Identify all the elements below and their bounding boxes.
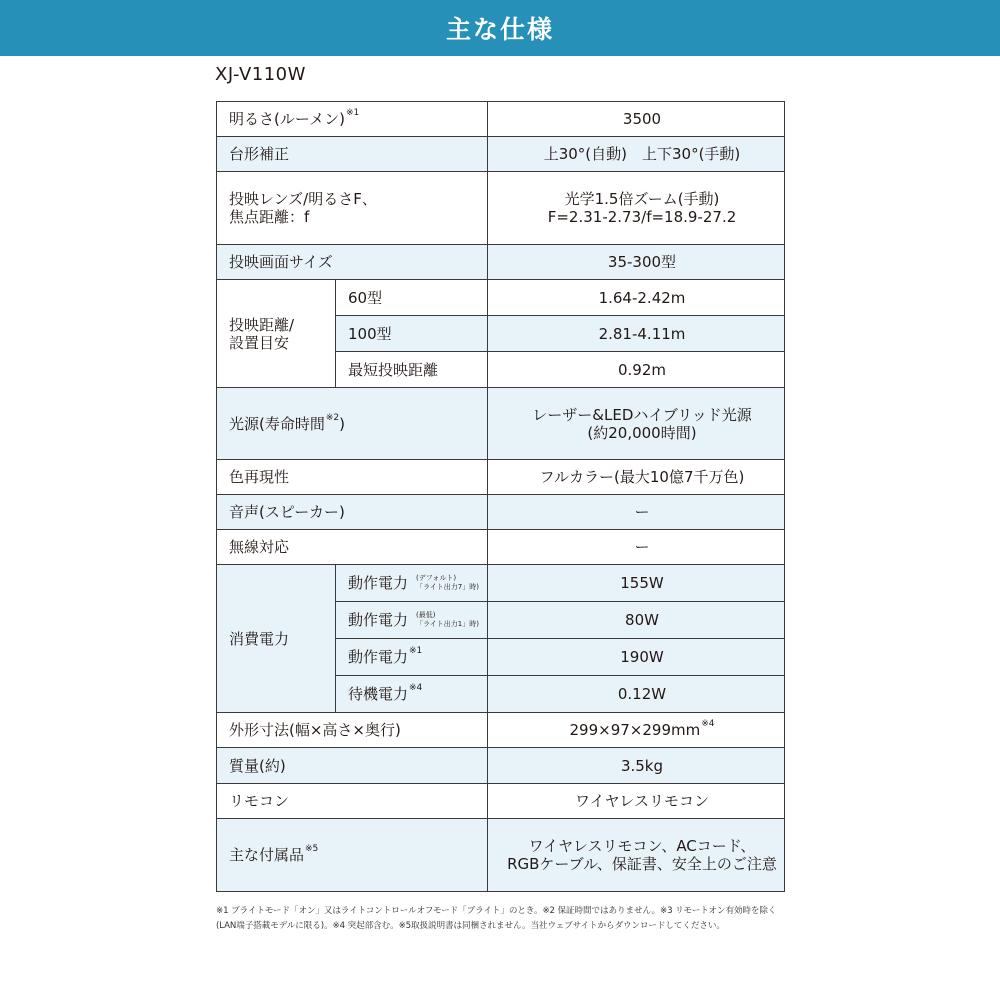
label-remote: リモコン: [217, 784, 488, 819]
label-weight: 質量(約): [217, 748, 488, 784]
label-brightness: 明るさ(ルーメン)$^{※1}$: [217, 102, 488, 137]
label-power: 消費電力: [217, 565, 336, 713]
note-mark: ※1: [345, 108, 360, 118]
label-color: 色再現性: [217, 460, 488, 495]
sublabel-power: 動作電力$^{※1}$: [336, 639, 488, 676]
label-light-source: 光源(寿命時間$^{※2}$): [217, 388, 488, 460]
value-distance: 0.92m: [488, 352, 785, 388]
note-mark: ※5: [305, 844, 319, 854]
label-keystone: 台形補正: [217, 137, 488, 172]
value-lens: 光学1.5倍ズーム(手動) F=2.31-2.73/f=18.9-27.2: [488, 172, 785, 245]
row-dimensions: [217, 713, 785, 748]
value-light-source: レーザー&LEDハイブリッド光源 (約20,000時間): [488, 388, 785, 460]
value-accessories: ワイヤレスリモコン、ACコード、 RGBケーブル、保証書、安全上のご注意: [488, 819, 785, 892]
value-remote: ワイヤレスリモコン: [488, 784, 785, 819]
value-color: フルカラー(最大10億7千万色): [488, 460, 785, 495]
row-remote: [217, 784, 785, 819]
value-wireless: ー: [488, 530, 785, 565]
value-dimensions: 299×97×299mm$^{※4}$: [488, 713, 785, 748]
row-audio: [217, 495, 785, 530]
value-brightness: 3500: [488, 102, 785, 137]
row-brightness: [217, 102, 785, 137]
label-lens: 投映レンズ/明るさF、 焦点距離：f: [217, 172, 488, 245]
row-power-default: [217, 565, 785, 602]
value-power: 190W: [488, 639, 785, 676]
value-distance: 1.64-2.42m: [488, 280, 785, 316]
sublabel-distance: 60型: [336, 280, 488, 316]
row-wireless: [217, 530, 785, 565]
model-name: XJ-V110W: [215, 64, 306, 85]
value-weight: 3.5kg: [488, 748, 785, 784]
value-power: 155W: [488, 565, 785, 602]
note-mark: ※4: [409, 683, 423, 693]
row-accessories: [217, 819, 785, 892]
note-mark: ※2: [325, 412, 340, 423]
row-lens: [217, 172, 785, 245]
value-power: 80W: [488, 602, 785, 639]
sublabel-power: 待機電力$^{※4}$: [336, 676, 488, 713]
row-distance-60: [217, 280, 785, 316]
row-screen-size: [217, 245, 785, 280]
sublabel-distance: 最短投映距離: [336, 352, 488, 388]
label-dimensions: 外形寸法(幅×高さ×奥行): [217, 713, 488, 748]
footnote: ※1 ブライトモード「オン」又はライトコントロールオフモード「ブライト」のとき。※2 保証時間ではありません。※3 リモートオン有効時を除く(LAN端子搭載モデルに限る)。※4 突起部含む。※5取扱説明書は同梱されません。当社ウェブサイトからダウンロードしてください。: [216, 906, 777, 931]
row-weight: [217, 748, 785, 784]
value-distance: 2.81-4.11m: [488, 316, 785, 352]
row-light-source: [217, 388, 785, 460]
label-screen-size: 投映画面サイズ: [217, 245, 488, 280]
label-audio: 音声(スピーカー): [217, 495, 488, 530]
value-keystone: 上30°(自動) 上下30°(手動): [488, 137, 785, 172]
note-mark: ※4: [701, 719, 715, 729]
value-screen-size: 35-300型: [488, 245, 785, 280]
row-color: [217, 460, 785, 495]
spec-table: [216, 101, 785, 892]
value-audio: ー: [488, 495, 785, 530]
sublabel-distance: 100型: [336, 316, 488, 352]
value-power: 0.12W: [488, 676, 785, 713]
label-wireless: 無線対応: [217, 530, 488, 565]
row-keystone: [217, 137, 785, 172]
label-accessories: 主な付属品$^{※5}$: [217, 819, 488, 892]
label-distance: 投映距離/ 設置目安: [217, 280, 336, 388]
sublabel-power: 動作電力 (デフォルト) 「ライト出力7」時): [336, 565, 488, 602]
sublabel-power: 動作電力 (最低) 「ライト出力1」時): [336, 602, 488, 639]
page-title: 主な仕様: [445, 15, 554, 44]
title-banner: [0, 0, 1000, 56]
note-mark: ※1: [409, 646, 423, 656]
